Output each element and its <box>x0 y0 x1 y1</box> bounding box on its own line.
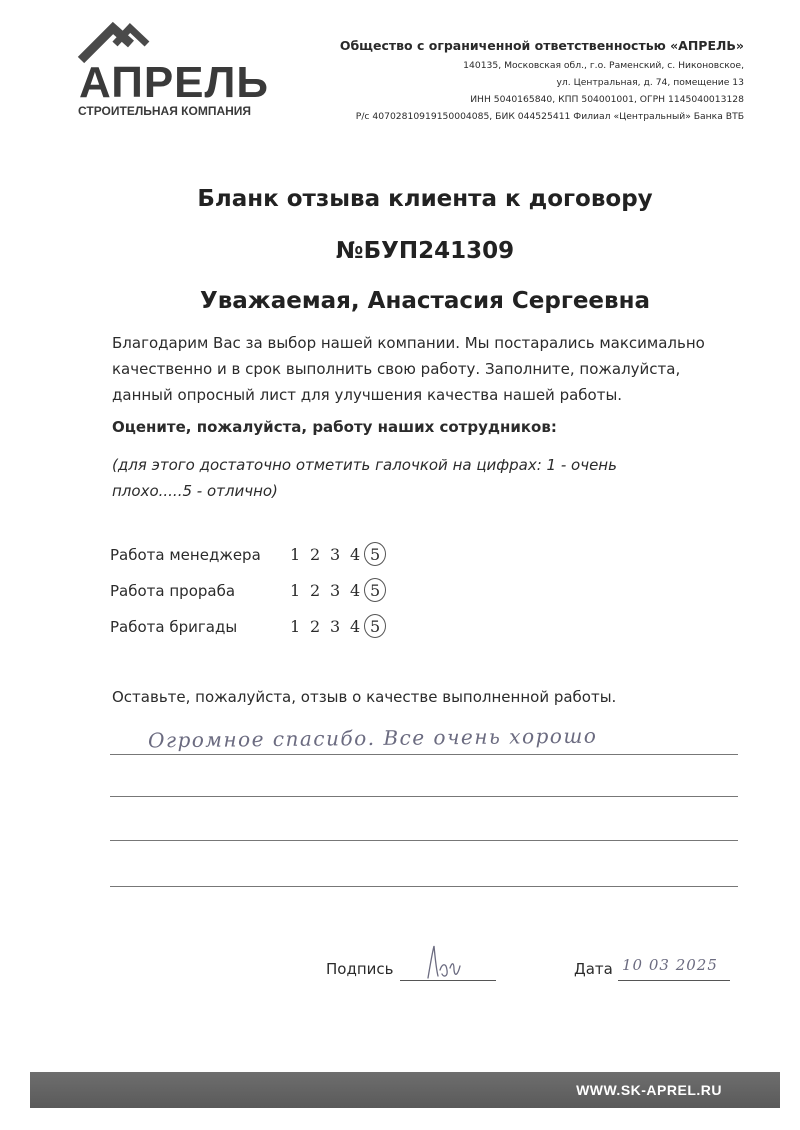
rating-scale <box>290 581 390 600</box>
rating-option-1[interactable]: 1 <box>290 545 301 564</box>
rating-hint-line-2: плохо.....5 - отлично) <box>112 482 278 500</box>
intro-line-2: качественно и в срок выполнить свою работу. Заполните, пожалуйста, <box>112 360 681 378</box>
company-registration-line: ИНН 5040165840, КПП 504001001, ОГРН 1145040013128 <box>470 94 744 105</box>
rating-option-4[interactable]: 4 <box>350 581 361 600</box>
rating-hint <box>112 452 712 504</box>
rating-option-3[interactable]: 3 <box>330 581 341 600</box>
rating-option-4[interactable]: 4 <box>350 617 361 636</box>
company-address-line-2: ул. Центральная, д. 74, помещение 13 <box>556 77 744 88</box>
rating-option-5[interactable]: 5 <box>370 581 390 600</box>
rating-hint-line-1: (для этого достаточно отметить галочкой на цифрах: 1 - очень <box>112 456 617 474</box>
rating-option-2[interactable]: 2 <box>310 581 321 600</box>
rating-label: Работа менеджера <box>110 546 261 564</box>
rating-label: Работа бригады <box>110 618 238 636</box>
rating-option-5[interactable]: 5 <box>370 545 390 564</box>
handwritten-signature <box>420 940 468 982</box>
rating-scale <box>290 617 390 636</box>
rating-heading: Оцените, пожалуйста, работу наших сотрудников: <box>112 418 557 436</box>
intro-paragraph <box>112 330 752 408</box>
feedback-line-4[interactable] <box>110 886 738 887</box>
date-field[interactable] <box>618 980 730 981</box>
rating-option-2[interactable]: 2 <box>310 617 321 636</box>
company-address-line-1: 140135, Московская обл., г.о. Раменский, с. Никоновское, <box>463 60 744 71</box>
rating-option-3[interactable]: 3 <box>330 617 341 636</box>
feedback-line-2[interactable] <box>110 796 738 797</box>
intro-line-1: Благодарим Вас за выбор нашей компании. Мы постарались максимально <box>112 334 705 352</box>
contract-number: №БУП241309 <box>335 238 515 264</box>
feedback-prompt: Оставьте, пожалуйста, отзыв о качестве выполненной работы. <box>112 688 617 706</box>
rating-option-3[interactable]: 3 <box>330 545 341 564</box>
company-details <box>340 38 744 125</box>
logo-subtitle: СТРОИТЕЛЬНАЯ КОМПАНИЯ <box>78 104 252 118</box>
rating-option-2[interactable]: 2 <box>310 545 321 564</box>
footer-website-link[interactable]: WWW.SK-APREL.RU <box>576 1082 722 1098</box>
company-name: Общество с ограниченной ответственностью «АПРЕЛЬ» <box>339 38 744 53</box>
rating-option-1[interactable]: 1 <box>290 581 301 600</box>
signature-label: Подпись <box>326 960 394 978</box>
logo-name: АПРЕЛЬ <box>79 58 270 107</box>
feedback-line-3[interactable] <box>110 840 738 841</box>
rating-option-5[interactable]: 5 <box>370 617 390 636</box>
form-title: Бланк отзыва клиента к договору <box>197 186 653 212</box>
handwritten-feedback: Огромное спасибо. Все очень хорошо <box>147 723 598 753</box>
client-greeting: Уважаемая, Анастасия Сергеевна <box>200 288 650 314</box>
date-label: Дата <box>574 960 613 978</box>
handwritten-date: 10 03 2025 <box>622 956 718 974</box>
company-bank-line: Р/с 40702810919150004085, БИК 044525411 Филиал «Центральный» Банка ВТБ <box>355 111 744 122</box>
rating-option-1[interactable]: 1 <box>290 617 301 636</box>
rating-option-4[interactable]: 4 <box>350 545 361 564</box>
rating-label: Работа прораба <box>110 582 236 600</box>
feedback-line-1[interactable] <box>110 754 738 755</box>
company-logo <box>75 20 275 120</box>
rating-scale <box>290 545 390 564</box>
intro-line-3: данный опросный лист для улучшения качества нашей работы. <box>112 386 623 404</box>
